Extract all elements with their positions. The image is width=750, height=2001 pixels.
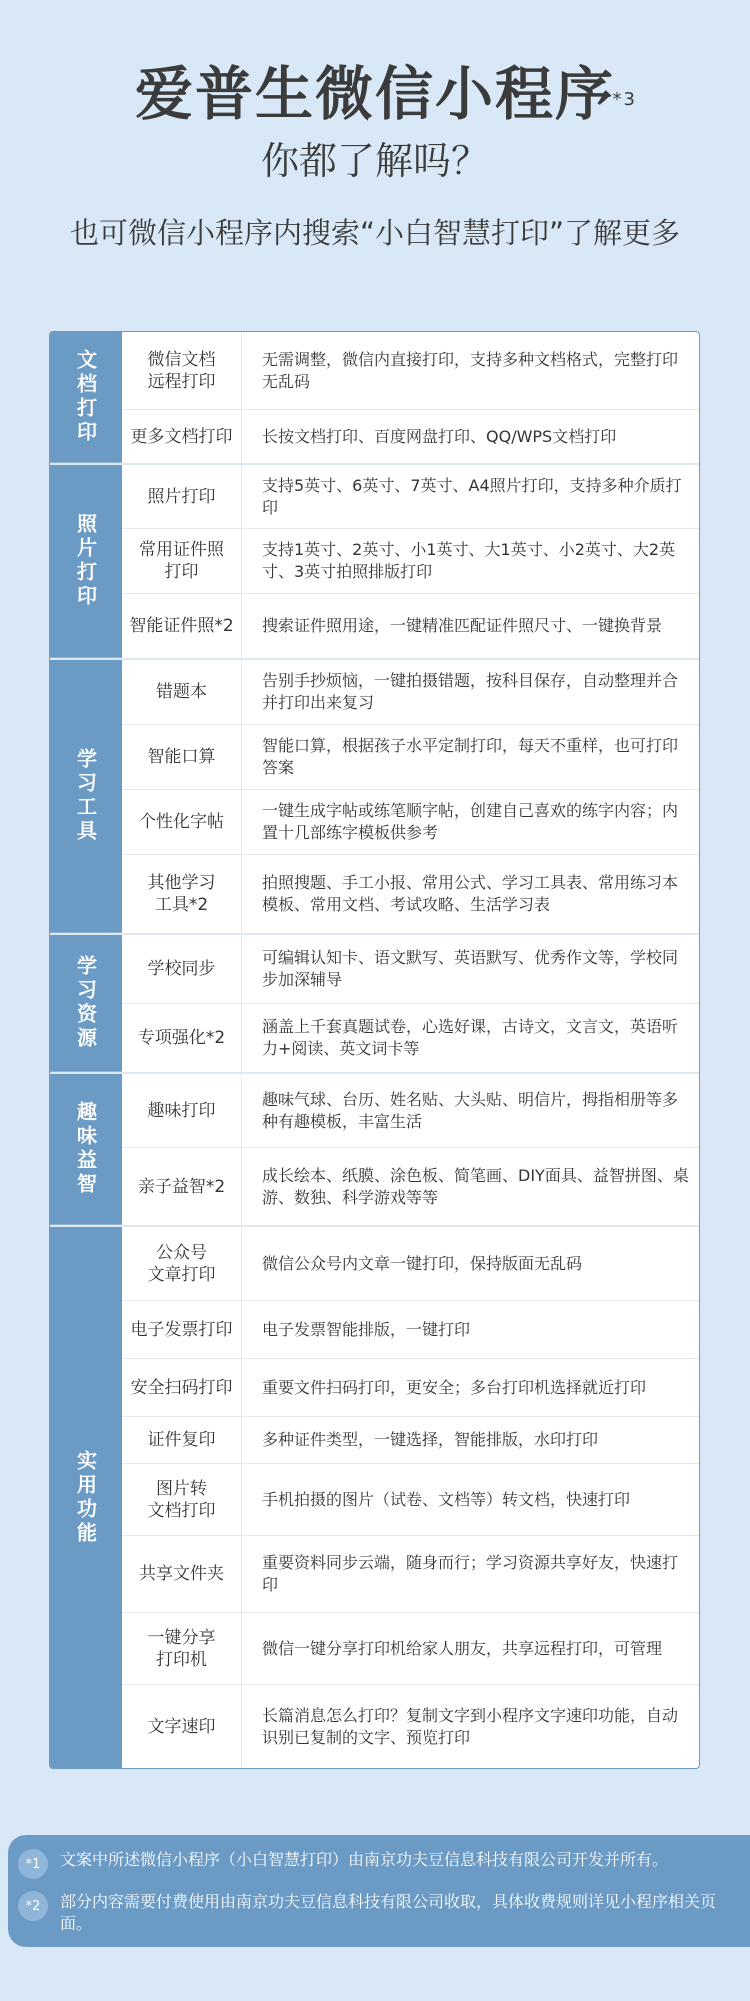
feature-description: 搜索证件照用途，一键精准匹配证件照尺寸、一键换背景 — [262, 616, 663, 635]
page-title — [134, 56, 637, 132]
feature-name: 公众号 文章打印 — [122, 1227, 242, 1300]
feature-rows — [122, 465, 699, 658]
table-row — [122, 1004, 699, 1072]
feature-name: 安全扫码打印 — [122, 1359, 242, 1416]
table-row — [122, 855, 699, 933]
feature-description: 无需调整，微信内直接打印，支持多种文档格式，完整打印无乱码 — [262, 349, 679, 391]
feature-description: 拍照搜题、手工小报、常用公式、学习工具表、常用练习本模板、常用文档、考试攻略、生活学习表 — [262, 873, 679, 914]
feature-table — [49, 331, 700, 1769]
footnote — [18, 1891, 740, 1935]
feature-rows — [122, 332, 699, 463]
footnotes-panel — [8, 1835, 750, 1947]
feature-rows — [122, 1074, 699, 1225]
table-row — [122, 332, 699, 410]
feature-name: 电子发票打印 — [122, 1301, 242, 1358]
table-row — [122, 1227, 699, 1301]
category-label: 实用功能 — [73, 1449, 98, 1546]
table-row — [122, 790, 699, 855]
feature-description: 手机拍摄的图片（试卷、文档等）转文档，快速打印 — [262, 1489, 631, 1509]
table-row — [122, 465, 699, 529]
page-title-text: 爱普生微信小程序 — [134, 60, 615, 128]
feature-name: 一键分享 打印机 — [122, 1613, 242, 1684]
feature-description: 智能口算，根据孩子水平定制打印，每天不重样，也可打印答案 — [262, 736, 679, 777]
page-subtitle: 你都了解吗？ — [260, 139, 489, 183]
feature-rows — [122, 935, 699, 1072]
table-row — [122, 529, 699, 594]
feature-name: 证件复印 — [122, 1417, 242, 1463]
feature-group — [50, 935, 699, 1074]
feature-name: 常用证件照 打印 — [122, 529, 242, 593]
category-label: 学习工具 — [73, 748, 98, 844]
feature-rows — [122, 660, 699, 933]
category-cell — [50, 1227, 122, 1768]
table-row — [122, 725, 699, 790]
category-cell — [50, 1074, 122, 1225]
table-row — [122, 1359, 699, 1417]
table-row — [122, 660, 699, 725]
feature-name: 更多文档打印 — [122, 410, 242, 463]
feature-description: 支持5英寸、6英寸、7英寸、A4照片打印，支持多种介质打印 — [262, 475, 682, 517]
feature-name: 智能证件照*2 — [122, 594, 242, 658]
feature-description: 长按文档打印、百度网盘打印、QQ/WPS文档打印 — [262, 426, 617, 446]
feature-description: 可编辑认知卡、语文默写、英语默写、优秀作文等，学校同步加深辅导 — [262, 948, 679, 989]
feature-description: 一键生成字帖或练笔顺字帖，创建自己喜欢的练字内容；内置十几部练字模板供参考 — [262, 801, 679, 842]
feature-description: 重要文件扫码打印，更安全；多台打印机选择就近打印 — [262, 1377, 647, 1397]
category-cell — [50, 660, 122, 933]
feature-description: 涵盖上千套真题试卷，心选好课，古诗文，文言文，英语听力+阅读、英文词卡等 — [262, 1017, 679, 1058]
feature-description: 微信一键分享打印机给家人朋友，共享远程打印，可管理 — [262, 1638, 663, 1658]
table-row — [122, 1464, 699, 1536]
feature-name: 错题本 — [122, 660, 242, 724]
feature-name: 图片转 文档打印 — [122, 1464, 242, 1535]
feature-name: 趣味打印 — [122, 1074, 242, 1147]
feature-name: 亲子益智*2 — [122, 1148, 242, 1225]
category-label: 学习资源 — [73, 955, 98, 1051]
search-tagline: 也可微信小程序内搜索“小白智慧打印”了解更多 — [69, 216, 681, 250]
feature-description: 支持1英寸、2英寸、小1英寸、大1英寸、小2英寸、大2英寸、3英寸拍照排版打印 — [262, 540, 676, 581]
feature-description: 微信公众号内文章一键打印，保持版面无乱码 — [262, 1253, 583, 1273]
feature-name: 照片打印 — [122, 465, 242, 528]
feature-name: 其他学习 工具*2 — [122, 855, 242, 933]
feature-description: 长篇消息怎么打印？复制文字到小程序文字速印功能，自动识别已复制的文字、预览打印 — [262, 1705, 679, 1747]
title-wrap — [0, 56, 750, 132]
category-label: 照片打印 — [73, 513, 98, 609]
feature-name: 文字速印 — [122, 1685, 242, 1768]
table-row — [122, 1536, 699, 1613]
footnote-text: 部分内容需要付费使用由南京功夫豆信息科技有限公司收取，具体收费规则详见小程序相关页面。 — [60, 1892, 717, 1933]
feature-rows — [122, 1227, 699, 1768]
feature-group — [50, 332, 699, 465]
feature-description: 电子发票智能排版，一键打印 — [262, 1319, 471, 1339]
feature-name: 专项强化*2 — [122, 1004, 242, 1072]
feature-description: 成长绘本、纸膜、涂色板、简笔画、DIY面具、益智拼图、桌游、数独、科学游戏等等 — [262, 1165, 689, 1207]
table-row — [122, 1613, 699, 1685]
feature-group — [50, 1227, 699, 1768]
footnote — [18, 1849, 740, 1879]
table-row — [122, 1148, 699, 1225]
feature-name: 学校同步 — [122, 935, 242, 1003]
table-row — [122, 594, 699, 658]
table-row — [122, 1301, 699, 1359]
footnote-text: 文案中所述微信小程序（小白智慧打印）由南京功夫豆信息科技有限公司开发并所有。 — [60, 1850, 669, 1869]
category-cell — [50, 465, 122, 658]
feature-name: 个性化字帖 — [122, 790, 242, 854]
feature-description: 重要资料同步云端，随身而行；学习资源共享好友，快速打印 — [262, 1553, 679, 1594]
category-label: 文档打印 — [73, 349, 98, 445]
feature-description: 多种证件类型，一键选择，智能排版，水印打印 — [262, 1430, 599, 1449]
category-label: 趣味益智 — [73, 1101, 98, 1197]
footnote-mark-badge: *1 — [18, 1849, 48, 1879]
feature-description: 趣味气球、台历、姓名贴、大头贴、明信片，拇指相册等多种有趣模板，丰富生活 — [262, 1089, 679, 1131]
category-cell — [50, 332, 122, 463]
category-cell — [50, 935, 122, 1072]
feature-group — [50, 660, 699, 935]
feature-name: 智能口算 — [122, 725, 242, 789]
feature-name: 微信文档 远程打印 — [122, 332, 242, 409]
feature-description: 告别手抄烦恼，一键拍摄错题，按科目保存，自动整理并合并打印出来复习 — [262, 671, 679, 712]
table-row — [122, 1417, 699, 1464]
table-row — [122, 1074, 699, 1148]
feature-group — [50, 1074, 699, 1227]
title-footnote-mark: *3 — [612, 89, 637, 110]
table-row — [122, 935, 699, 1004]
feature-group — [50, 465, 699, 660]
table-row — [122, 410, 699, 463]
footnote-mark-badge: *2 — [18, 1891, 48, 1921]
feature-name: 共享文件夹 — [122, 1536, 242, 1612]
table-row — [122, 1685, 699, 1768]
